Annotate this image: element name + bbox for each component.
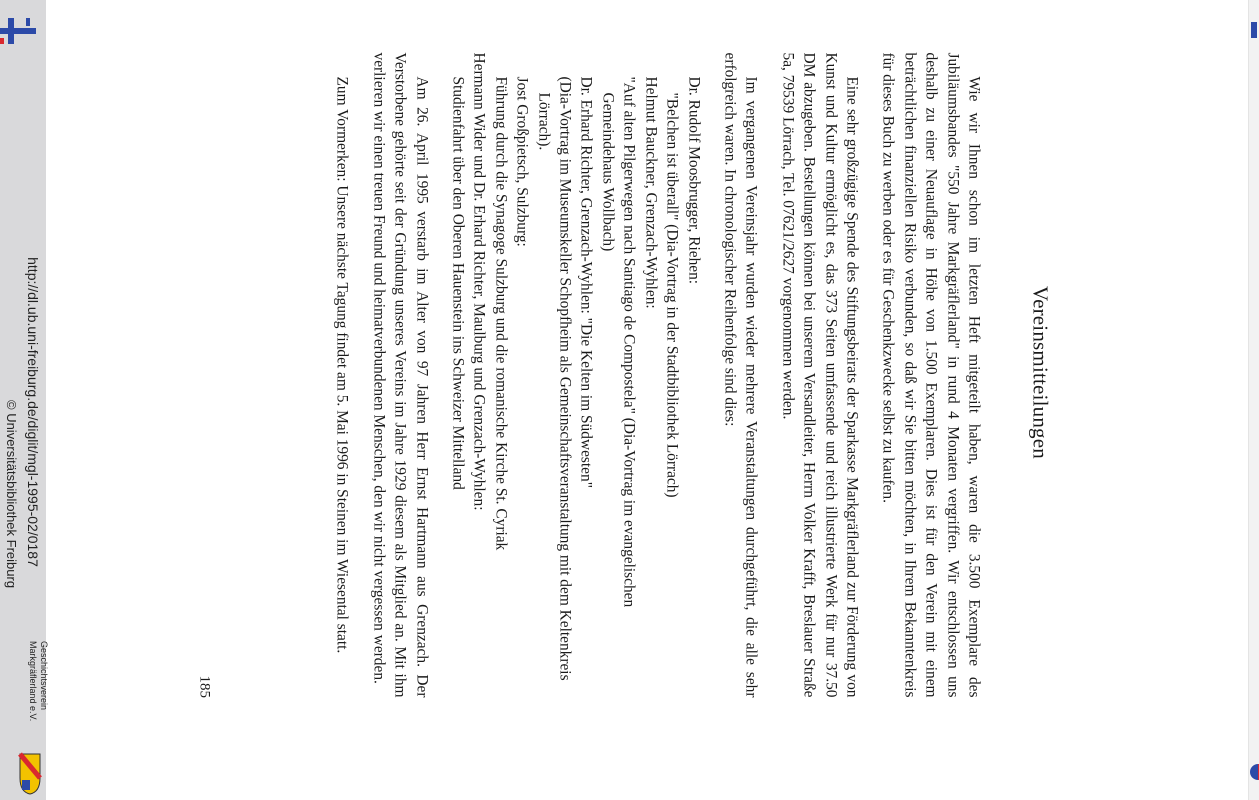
page-title: Vereinsmitteilungen: [1028, 286, 1053, 459]
event-list: [447, 53, 704, 698]
publisher-line-2: Markgräflerland e.V.: [28, 641, 38, 722]
event-speaker: Hermann Wider und Dr. Erhard Richter, Maulburg und Grenzach-Wyhlen:: [470, 52, 488, 511]
event-speaker: Dr. Erhard Richter, Grenzach-Wyhlen: "Die Kelten im Südwesten": [578, 76, 595, 488]
event-description: Führung durch die Synagoge Sulzburg und die romanische Kirche St. Cyriak: [492, 76, 510, 551]
event-description: (Dia-Vortrag im Museumskeller Schopfheim als Gemeinschaftsveranstaltung mit dem Keltenkreis Lörrach).: [535, 76, 574, 681]
event-description: "Belchen ist überall" (Dia-Vortrag in der Stadtbibliothek Lörrach): [663, 92, 681, 498]
right-edge-badge-icon: [1249, 757, 1259, 787]
event-item: [533, 53, 597, 698]
event-item: [447, 53, 490, 698]
event-description: "Auf alten Pilgerwegen nach Santiago de Compostela" (Dia-Vortrag im evangelischen Gemeindehaus Wollbach): [599, 76, 638, 608]
paragraph: Am 26. April 1995 verstarb im Alter von 97 Jahren Herr Ernst Hartmann aus Grenzach. Der Verstorbene gehörte seit der Gründung unseres Vereins im Jahre 1929 diesem als Mitglied an. Mit ihm verlieren wir einen treuen Freund und heimatverbundenen Menschen, den wir nicht vergessen werden.: [370, 52, 431, 698]
footer-url: http://dl.ub.uni-freiburg.de/diglit/mgl-1995-02/0187: [25, 257, 41, 567]
event-item: [597, 53, 661, 698]
paragraph: Wie wir Ihnen schon im letzten Heft mitgeteilt haben, waren die 3.500 Exemplare des Jubiläumsbandes "550 Jahre Markgräflerland" in rund 4 Monaten vergriffen. Wir entschlossen uns deshalb zu einer Neuauflage in Höhe von 1.500 Exemplaren. Dies ist für den Verein mit einem beträchtlichen finanziellen Risiko verbunden, so daß wir Sie bitten möchten, in Ihrem Bekanntenkreis für dieses Buch zu werben oder es für Geschenkzwecke selbst zu kaufen.: [879, 52, 983, 698]
page-body: [317, 53, 985, 698]
publisher-line-1: Geschichtsverein: [39, 641, 49, 711]
event-item: [490, 53, 533, 698]
footer-publisher: [28, 641, 49, 761]
event-speaker: Jost Großpietsch, Sulzburg:: [513, 76, 531, 247]
event-description: Studienfahrt über den Oberen Hauenstein ins Schweizer Mittelland: [449, 76, 467, 490]
right-margin-strip: [1248, 0, 1259, 800]
right-edge-mark-icon: [1251, 22, 1257, 38]
paragraph: Im vergangenen Vereinsjahr wurden wieder mehrere Veranstaltungen durchgeführt, die alle sehr erfolgreich waren. In chronologischer Reihenfolge sind dies:: [721, 52, 760, 698]
scanned-page: [138, 28, 1063, 718]
paragraph: Eine sehr großzügige Spende des Stiftungsbeirats der Sparkasse Markgräflerland zur Förderung von Kunst und Kultur ermöglicht es, das 373 Seiten umfassende und reich illustrierte Werk für nur 37.50 DM abzugeben. Bestellungen können bei unserem Versandleiter, Herrn Volker Krafft, Breslauer Straße 5a, 79539 Lörrach, Tel. 07621/2627 vorgenommen werden.: [779, 52, 861, 698]
event-speaker: Dr. Rudolf Moosbrugger, Riehen:: [685, 76, 703, 285]
paragraph: Zum Vormerken: Unsere nächste Tagung findet am 5. Mai 1996 in Steinen im Wiesental statt.: [333, 76, 351, 654]
event-item: [661, 53, 704, 698]
page-number: 185: [196, 675, 213, 698]
footer-library: © Universitätsbibliothek Freiburg: [4, 400, 19, 589]
event-speaker: Helmut Bauckner, Grenzach-Wyhlen:: [642, 76, 660, 309]
library-logo-icon: [0, 14, 36, 48]
